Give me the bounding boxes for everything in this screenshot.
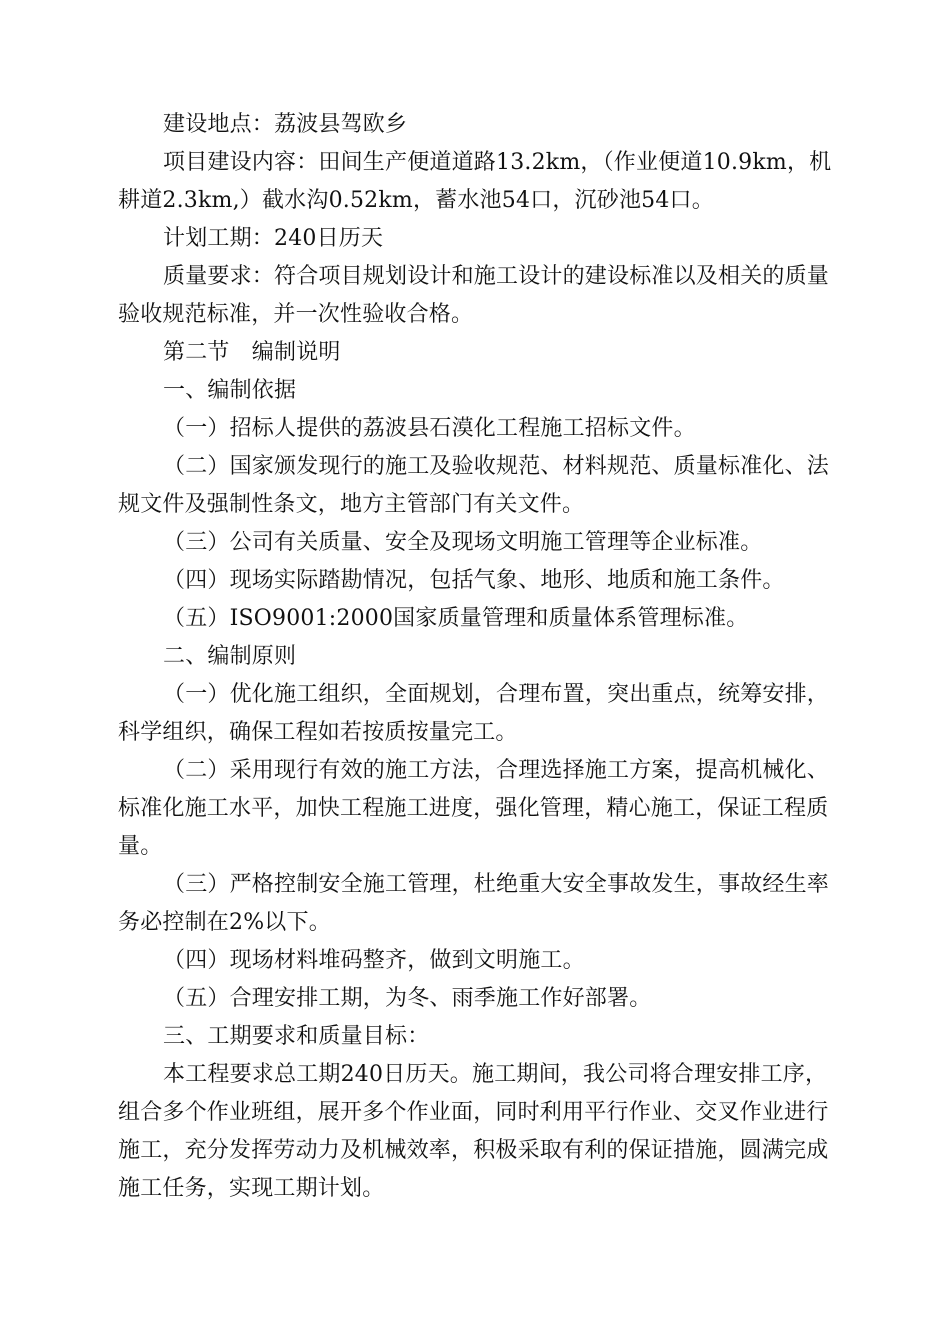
principles-item-3-line-2: 务必控制在2%以下。 (118, 910, 331, 935)
schedule-heading: 三、工期要求和质量目标： (163, 1024, 430, 1049)
basis-heading: 一、编制依据 (163, 378, 297, 403)
quality-line-1: 质量要求：符合项目规划设计和施工设计的建设标准以及相关的质量 (163, 264, 830, 289)
section-title: 第二节 编制说明 (163, 340, 341, 365)
schedule-para-line-3: 施工，充分发挥劳动力及机械效率，积极采取有利的保证措施，圆满完成 (118, 1138, 829, 1163)
quality-line-2: 验收规范标准，并一次性验收合格。 (118, 302, 474, 327)
principles-item-1-line-1: （一）优化施工组织，全面规划，合理布置，突出重点，统筹安排， (163, 682, 830, 707)
schedule-para-line-4: 施工任务，实现工期计划。 (118, 1176, 385, 1201)
basis-item-5: （五）ISO9001:2000国家质量管理和质量体系管理标准。 (163, 606, 749, 631)
principles-item-1-line-2: 科学组织，确保工程如若按质按量完工。 (118, 720, 518, 745)
basis-item-2-line-2: 规文件及强制性条文，地方主管部门有关文件。 (118, 492, 585, 517)
content-line-1: 项目建设内容：田间生产便道道路13.2km，（作业便道10.9km，机 (163, 150, 832, 175)
principles-heading: 二、编制原则 (163, 644, 297, 669)
basis-item-1: （一）招标人提供的荔波县石漠化工程施工招标文件。 (163, 416, 696, 441)
basis-item-4: （四）现场实际踏勘情况，包括气象、地形、地质和施工条件。 (163, 568, 785, 593)
principles-item-2-line-1: （二）采用现行有效的施工方法，合理选择施工方案，提高机械化、 (163, 758, 830, 783)
schedule-para-line-2: 组合多个作业班组，展开多个作业面，同时利用平行作业、交叉作业进行 (118, 1100, 829, 1125)
period-line: 计划工期：240日历天 (163, 226, 384, 251)
principles-item-2-line-2: 标准化施工水平，加快工程施工进度，强化管理，精心施工，保证工程质 (118, 796, 829, 821)
principles-item-5: （五）合理安排工期，为冬、雨季施工作好部署。 (163, 986, 652, 1011)
principles-item-3-line-1: （三）严格控制安全施工管理，杜绝重大安全事故发生，事故经生率 (163, 872, 830, 897)
principles-item-2-line-3: 量。 (118, 834, 163, 859)
content-line-2: 耕道2.3km,）截水沟0.52km，蓄水池54口，沉砂池54口。 (118, 188, 714, 213)
principles-item-4: （四）现场材料堆码整齐，做到文明施工。 (163, 948, 585, 973)
basis-item-3: （三）公司有关质量、安全及现场文明施工管理等企业标准。 (163, 530, 763, 555)
location-line: 建设地点：荔波县驾欧乡 (163, 112, 408, 137)
basis-item-2-line-1: （二）国家颁发现行的施工及验收规范、材料规范、质量标准化、法 (163, 454, 830, 479)
schedule-para-line-1: 本工程要求总工期240日历天。施工期间，我公司将合理安排工序， (163, 1062, 828, 1087)
